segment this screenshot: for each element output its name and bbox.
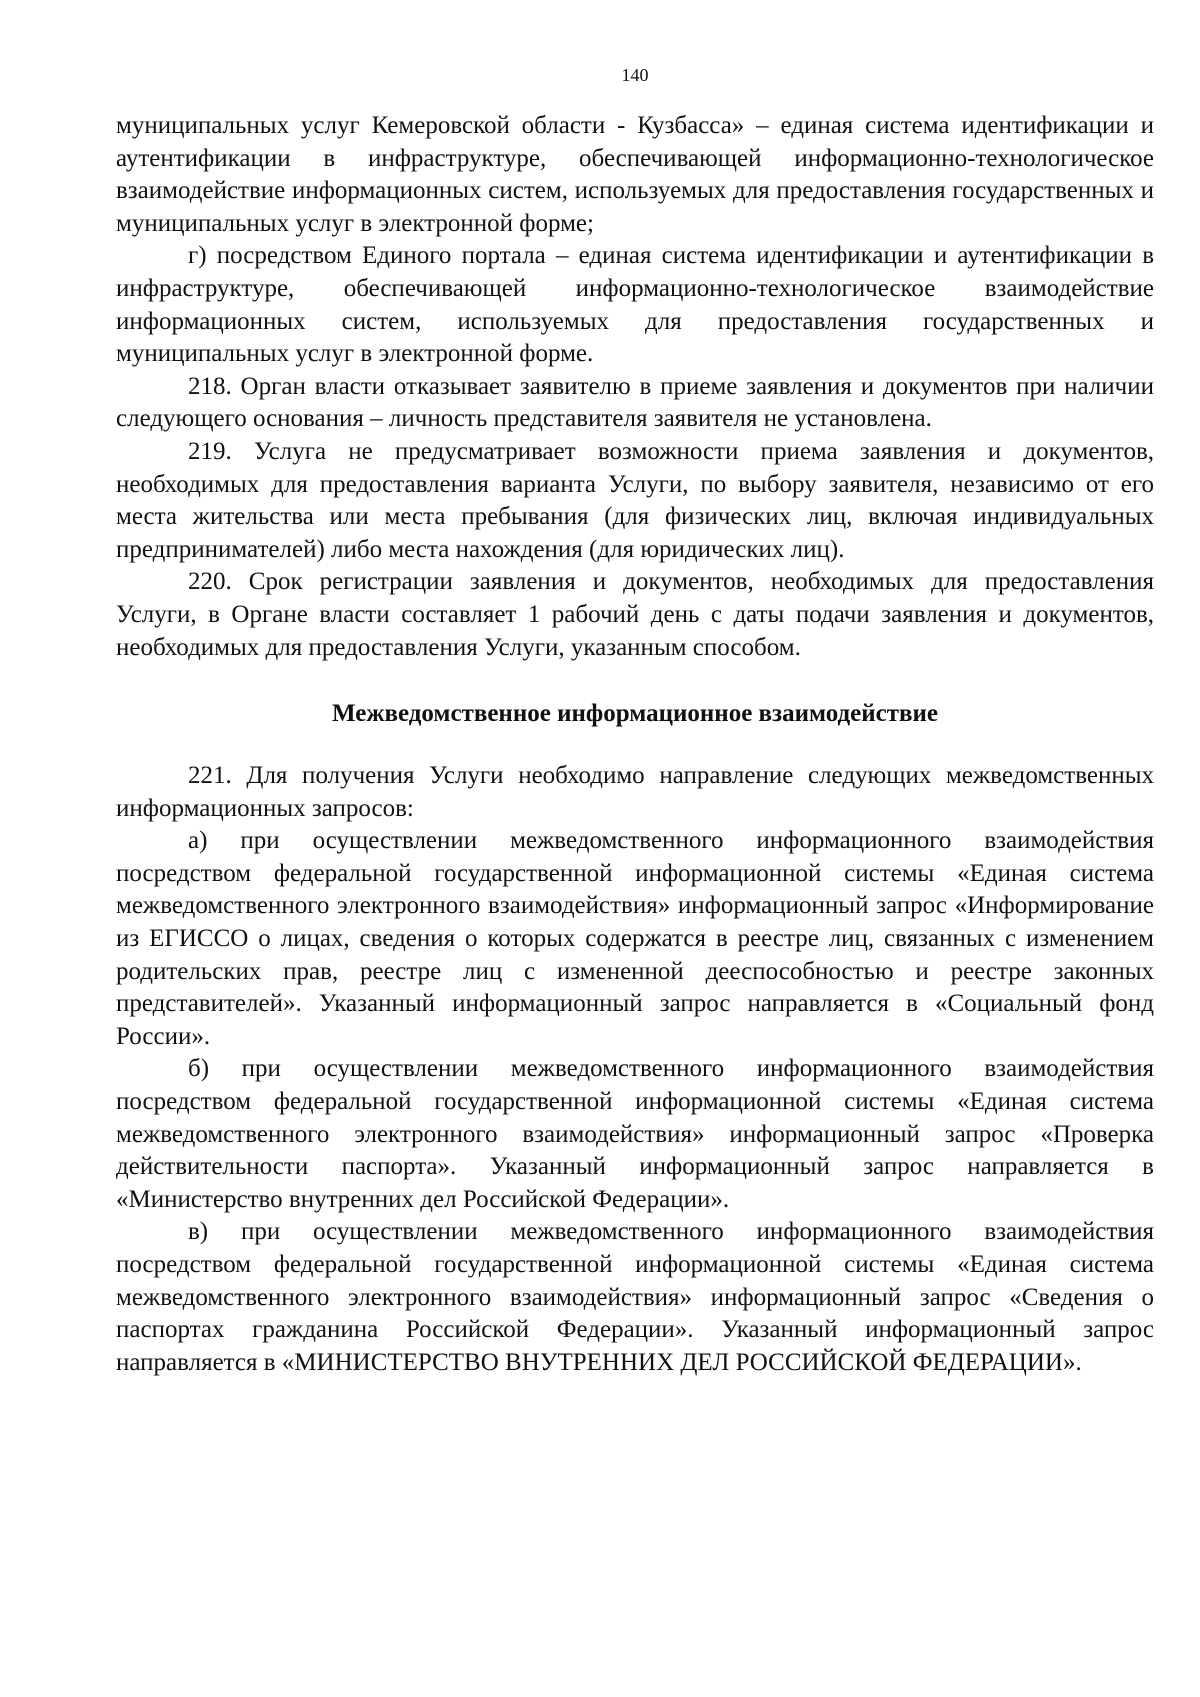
paragraph-item-g: г) посредством Единого портала – единая система идентификации и аутентификации в инфраструктуре, обеспечивающей информационно-технологическое взаимодействие информационных систем, используемых для предоставления государственных и муниципальных услуг в электронной форме. bbox=[116, 242, 1154, 368]
paragraph-continuation: муниципальных услуг Кемеровской области - Кузбасса» – единая система идентификации и аутентификации в инфраструктуре, обеспечивающей информационно-технологическое взаимодействие информационных систем, используемых для предоставления государственных и муниципальных услуг в электронной форме; bbox=[116, 112, 1154, 237]
paragraph-item-v: в) при осуществлении межведомственного информационного взаимодействия посредством федеральной государственной информационной системы «Единая система межведомственного электронного взаимодействия» информационный запрос «Сведения о паспортах гражданина Российской Федерации». Указанный информационный запрос направляется в «МИНИСТЕРСТВО ВНУТРЕННИХ ДЕЛ РОССИЙСКОЙ ФЕДЕРАЦИИ». bbox=[116, 1218, 1154, 1376]
paragraph-218: 218. Орган власти отказывает заявителю в приеме заявления и документов при наличии следующего основания – личность представителя заявителя не установлена. bbox=[116, 372, 1154, 433]
paragraph-220: 220. Срок регистрации заявления и документов, необходимых для предоставления Услуги, в Органе власти составляет 1 рабочий день с даты подачи заявления и документов, необходимых для предоставления Услуги, указанным способом. bbox=[116, 568, 1154, 661]
document-page bbox=[116, 64, 1154, 1379]
paragraph-219: 219. Услуга не предусматривает возможности приема заявления и документов, необходимых для предоставления варианта Услуги, по выбору заявителя, независимо от его места жительства или места пребывания (для физических лиц, включая индивидуальных предпринимателей) либо места нахождения (для юридических лиц). bbox=[116, 437, 1154, 563]
paragraph-item-a: а) при осуществлении межведомственного информационного взаимодействия посредством федеральной государственной информационной системы «Единая система межведомственного электронного взаимодействия» информационный запрос «Информирование из ЕГИССО о лицах, сведения о которых содержатся в реестре лиц, связанных с изменением родительских прав, реестре лиц с измененной дееспособностью и реестре законных представителей». Указанный информационный запрос направляется в «Социальный фонд России». bbox=[116, 827, 1154, 1050]
page-number: 140 bbox=[621, 65, 649, 85]
section-heading: Межведомственное информационное взаимодействие bbox=[332, 700, 938, 728]
paragraph-221: 221. Для получения Услуги необходимо направление следующих межведомственных информационных запросов: bbox=[116, 762, 1154, 822]
paragraph-item-b: б) при осуществлении межведомственного информационного взаимодействия посредством федеральной государственной информационной системы «Единая система межведомственного электронного взаимодействия» информационный запрос «Проверка действительности паспорта». Указанный информационный запрос направляется в «Министерство внутренних дел Российской Федерации». bbox=[116, 1055, 1154, 1213]
